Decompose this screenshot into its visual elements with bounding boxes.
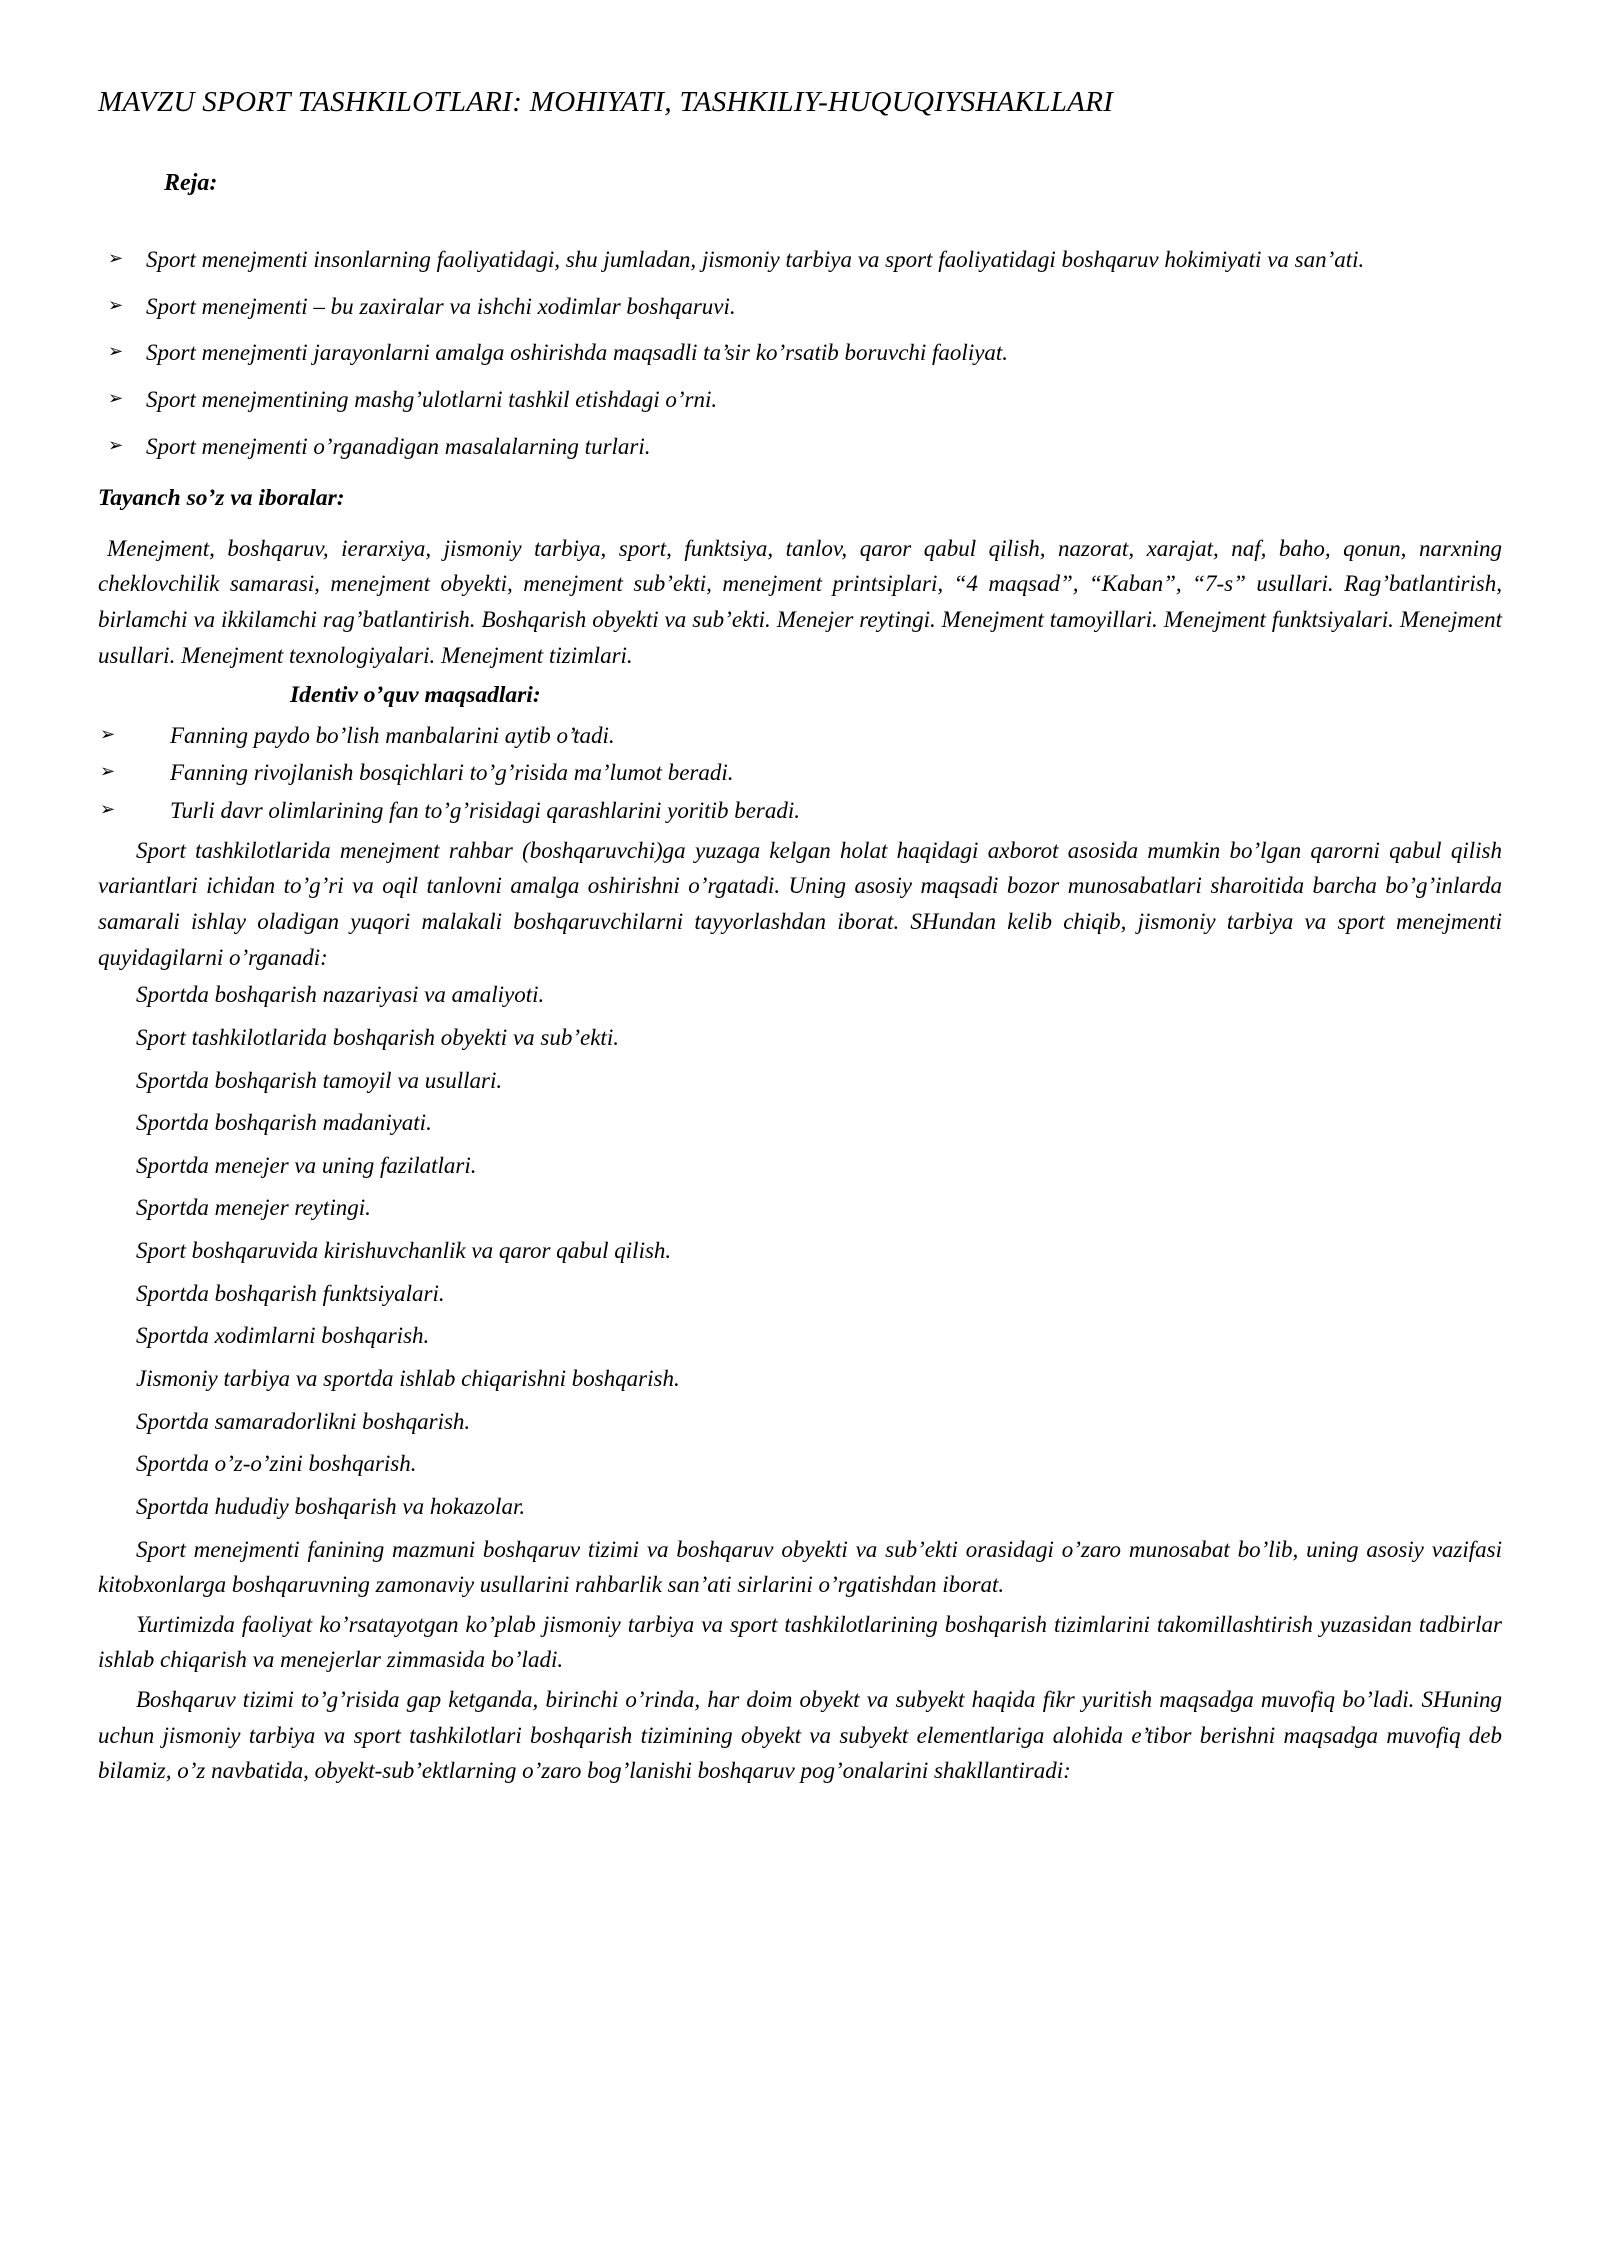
study-item: Sportda samaradorlikni boshqarish. <box>136 1408 471 1434</box>
study-item: Sportda boshqarish funktsiyalari. <box>136 1280 445 1306</box>
reja-item <box>108 335 1502 371</box>
arrow-bullet-icon: ➢ <box>108 434 124 456</box>
study-item: Sportda hududiy boshqarish va hokazolar. <box>136 1493 526 1519</box>
identiv-item-text: Fanning rivojlanish bosqichlari to’g’risida ma’lumot beradi. <box>170 760 734 786</box>
arrow-bullet-icon: ➢ <box>108 294 124 316</box>
identiv-item-text: Turli davr olimlarining fan to’g’risidagi qarashlarini yoritib beradi. <box>170 798 800 824</box>
reja-item <box>108 382 1502 418</box>
study-item: Sportda xodimlarni boshqarish. <box>136 1323 430 1349</box>
reja-heading: Reja: <box>164 169 218 196</box>
study-item: Sport tashkilotlarida boshqarish obyekti va sub’ekti. <box>136 1024 619 1050</box>
reja-item <box>108 429 1502 465</box>
closing-paragraph: Sport menejmenti fanining mazmuni boshqaruv tizimi va boshqaruv obyekti va sub’ekti orasidagi o’zaro munosabat bo’lib, uning asosiy vazifasi kitobxonlarga boshqaruvning zamonaviy usullarini rahbarlik san’ati sirlarini o’rgatishdan iborat. <box>98 1536 1502 1598</box>
reja-item-text: Sport menejmenti insonlarning faoliyatidagi, shu jumladan, jismoniy tarbiya va sport faoliyatidagi boshqaruv hokimiyati va san’ati. <box>146 247 1365 273</box>
arrow-bullet-icon: ➢ <box>108 388 124 410</box>
study-item: Sport boshqaruvida kirishuvchanlik va qaror qabul qilish. <box>136 1238 672 1264</box>
reja-item-text: Sport menejmenti – bu zaxiralar va ishchi xodimlar boshqaruvi. <box>146 293 736 319</box>
page-title: MAVZU SPORT TASHKILOTLARI: MOHIYATI, TASHKILIY-HUQUQIYSHAKLLARI <box>98 86 1114 118</box>
study-item: Sportda boshqarish madaniyati. <box>136 1110 432 1136</box>
identiv-item <box>100 718 1502 754</box>
reja-item <box>108 289 1502 325</box>
keywords-paragraph: Menejment, boshqaruv, ierarxiya, jismoniy tarbiya, sport, funktsiya, tanlov, qaror qabul qilish, nazorat, xarajat, naf, baho, qonun, narxning cheklovchilik samarasi, menejment obyekti, menejment sub’ekti, menejment printsiplari, “4 maqsad”, “Kaban”, “7-s” usullari. Rag’batlantirish, birlamchi va ikkilamchi rag’batlantirish. Boshqarish obyekti va sub’ekti. Menejer reytingi. Menejment tamoyillari. Menejment funktsiyalari. Menejment usullari. Menejment texnologiyalari. Menejment tizimlari. <box>98 535 1502 668</box>
study-item: Sportda menejer va uning fazilatlari. <box>136 1152 477 1178</box>
reja-item-text: Sport menejmentining mashg’ulotlarni tashkil etishdagi o’rni. <box>146 387 718 413</box>
study-item: Sportda boshqarish nazariyasi va amaliyoti. <box>136 982 545 1008</box>
study-list <box>98 977 1502 1524</box>
study-item: Jismoniy tarbiya va sportda ishlab chiqarishni boshqarish. <box>136 1365 680 1391</box>
reja-item <box>108 242 1502 278</box>
intro-paragraph: Sport tashkilotlarida menejment rahbar (boshqaruvchi)ga yuzaga kelgan holat haqidagi axborot asosida mumkin bo’lgan qarorni qabul qilish variantlari ichidan to’g’ri va oqil tanlovni amalga oshirishni o’rgatadi. Uning asosiy maqsadi bozor munosabatlari sharoitida barcha bo’g’inlarda samarali ishlay oladigan yuqori malakali boshqaruvchilarni tayyorlashdan iborat. SHundan kelib chiqib, jismoniy tarbiya va sport menejmenti quyidagilarni o’rganadi: <box>98 837 1502 970</box>
identiv-list <box>98 718 1502 829</box>
identiv-item-text: Fanning paydo bo’lish manbalarini aytib o’tadi. <box>170 722 615 748</box>
keywords-heading: Tayanch so’z va iboralar: <box>98 485 345 512</box>
reja-list <box>98 242 1502 464</box>
arrow-bullet-icon: ➢ <box>100 723 116 745</box>
closing-paragraph: Boshqaruv tizimi to’g’risida gap ketganda, birinchi o’rinda, har doim obyekt va subyekt haqida fikr yuritish maqsadga muvofiq bo’ladi. SHuning uchun jismoniy tarbiya va sport tashkilotlari boshqarish tizimining obyekt va subyekt elementlariga alohida e’tibor berishni maqsadga muvofiq deb bilamiz, o’z navbatida, obyekt-sub’ektlarning o’zaro bog’lanishi boshqaruv pog’onalarini shakllantiradi: <box>98 1687 1502 1784</box>
arrow-bullet-icon: ➢ <box>108 341 124 363</box>
identiv-heading: Identiv o’quv maqsadlari: <box>290 682 541 709</box>
arrow-bullet-icon: ➢ <box>100 761 116 783</box>
study-item: Sportda o’z-o’zini boshqarish. <box>136 1451 417 1477</box>
study-item: Sportda menejer reytingi. <box>136 1195 371 1221</box>
reja-item-text: Sport menejmenti o’rganadigan masalalarning turlari. <box>146 433 651 459</box>
arrow-bullet-icon: ➢ <box>100 799 116 821</box>
identiv-item <box>100 793 1502 829</box>
study-item: Sportda boshqarish tamoyil va usullari. <box>136 1067 503 1093</box>
reja-item-text: Sport menejmenti jarayonlarni amalga oshirishda maqsadli ta’sir ko’rsatib boruvchi faoliyat. <box>146 340 1009 366</box>
identiv-item <box>100 755 1502 791</box>
closing-paragraph: Yurtimizda faoliyat ko’rsatayotgan ko’plab jismoniy tarbiya va sport tashkilotlarining boshqarish tizimlarini takomillashtirish yuzasidan tadbirlar ishlab chiqarish va menejerlar zimmasida bo’ladi. <box>98 1611 1502 1673</box>
arrow-bullet-icon: ➢ <box>108 248 124 270</box>
